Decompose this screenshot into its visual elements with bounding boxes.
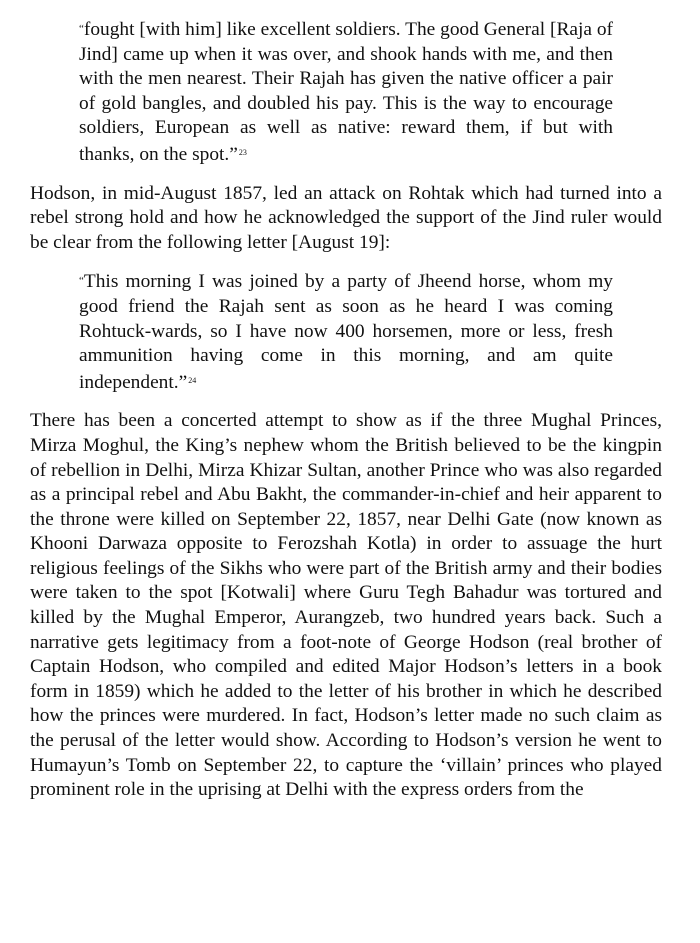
block-quote-jheend-horse bbox=[79, 269, 613, 395]
footnote-marker[interactable]: 23 bbox=[238, 147, 247, 157]
footnote-marker[interactable]: 24 bbox=[188, 375, 197, 385]
body-paragraph-rohtak: Hodson, in mid-August 1857, led an attack on Rohtak which had turned into a rebel strong hold and how he acknowledged the support of the Jind ruler would be clear from the following letter [August 19]: bbox=[30, 182, 662, 253]
open-quote-mark: “ bbox=[79, 275, 84, 288]
body-paragraph-mughal-princes: There has been a concerted attempt to show as if the three Mughal Princes, Mirza Moghul, the King’s nephew whom the British believed to be the kingpin of rebellion in Delhi, Mirza Khizar Sultan, another Prince who was also regarded as a principal rebel and Abu Bakht, the commander-in-chief and heir apparent to the throne were killed on September 22, 1857, near Delhi Gate (now known as Khooni Darwaza opposite to Ferozshah Kotla) in order to assuage the hurt religious feelings of the Sikhs who were part of the British army and their bodies were taken to the spot [Kotwali] where Guru Tegh Bahadur was tortured and killed by the Mughal Emperor, Aurangzeb, two hundred years back. Such a narrative gets legitimacy from a foot-note of George Hodson (real brother of Captain Hodson, who compiled and edited Major Hodson’s letters in a book form in 1859) which he added to the letter of his brother in which he described how the princes were murdered. In fact, Hodson’s letter made no such claim as the perusal of the letter would show. According to Hodson’s version he went to Humayun’s Tomb on September 22, to capture the ‘villain’ princes who played prominent role in the uprising at Delhi with the express orders from the bbox=[30, 410, 662, 801]
open-quote-mark: “ bbox=[79, 23, 84, 35]
block-quote-jind-general bbox=[79, 17, 613, 168]
quote-text: This morning I was joined by a party of Jheend horse, whom my good friend the Rajah sent as soon as he heard I was coming Rohtuck-wards, so I have now 400 horsemen, more or less, fresh ammunition having come in this morning, and am quite independent.” bbox=[79, 271, 613, 393]
document-page bbox=[30, 17, 662, 803]
quote-text: fought [with him] like excellent soldiers. The good General [Raja of Jind] came up when it was over, and shook hands with me, and then with the men nearest. Their Rajah has given the native officer a pair of gold bangles, and doubled his pay. This is the way to encourage soldiers, European as well as native: reward them, if but with thanks, on the spot.” bbox=[79, 19, 613, 165]
